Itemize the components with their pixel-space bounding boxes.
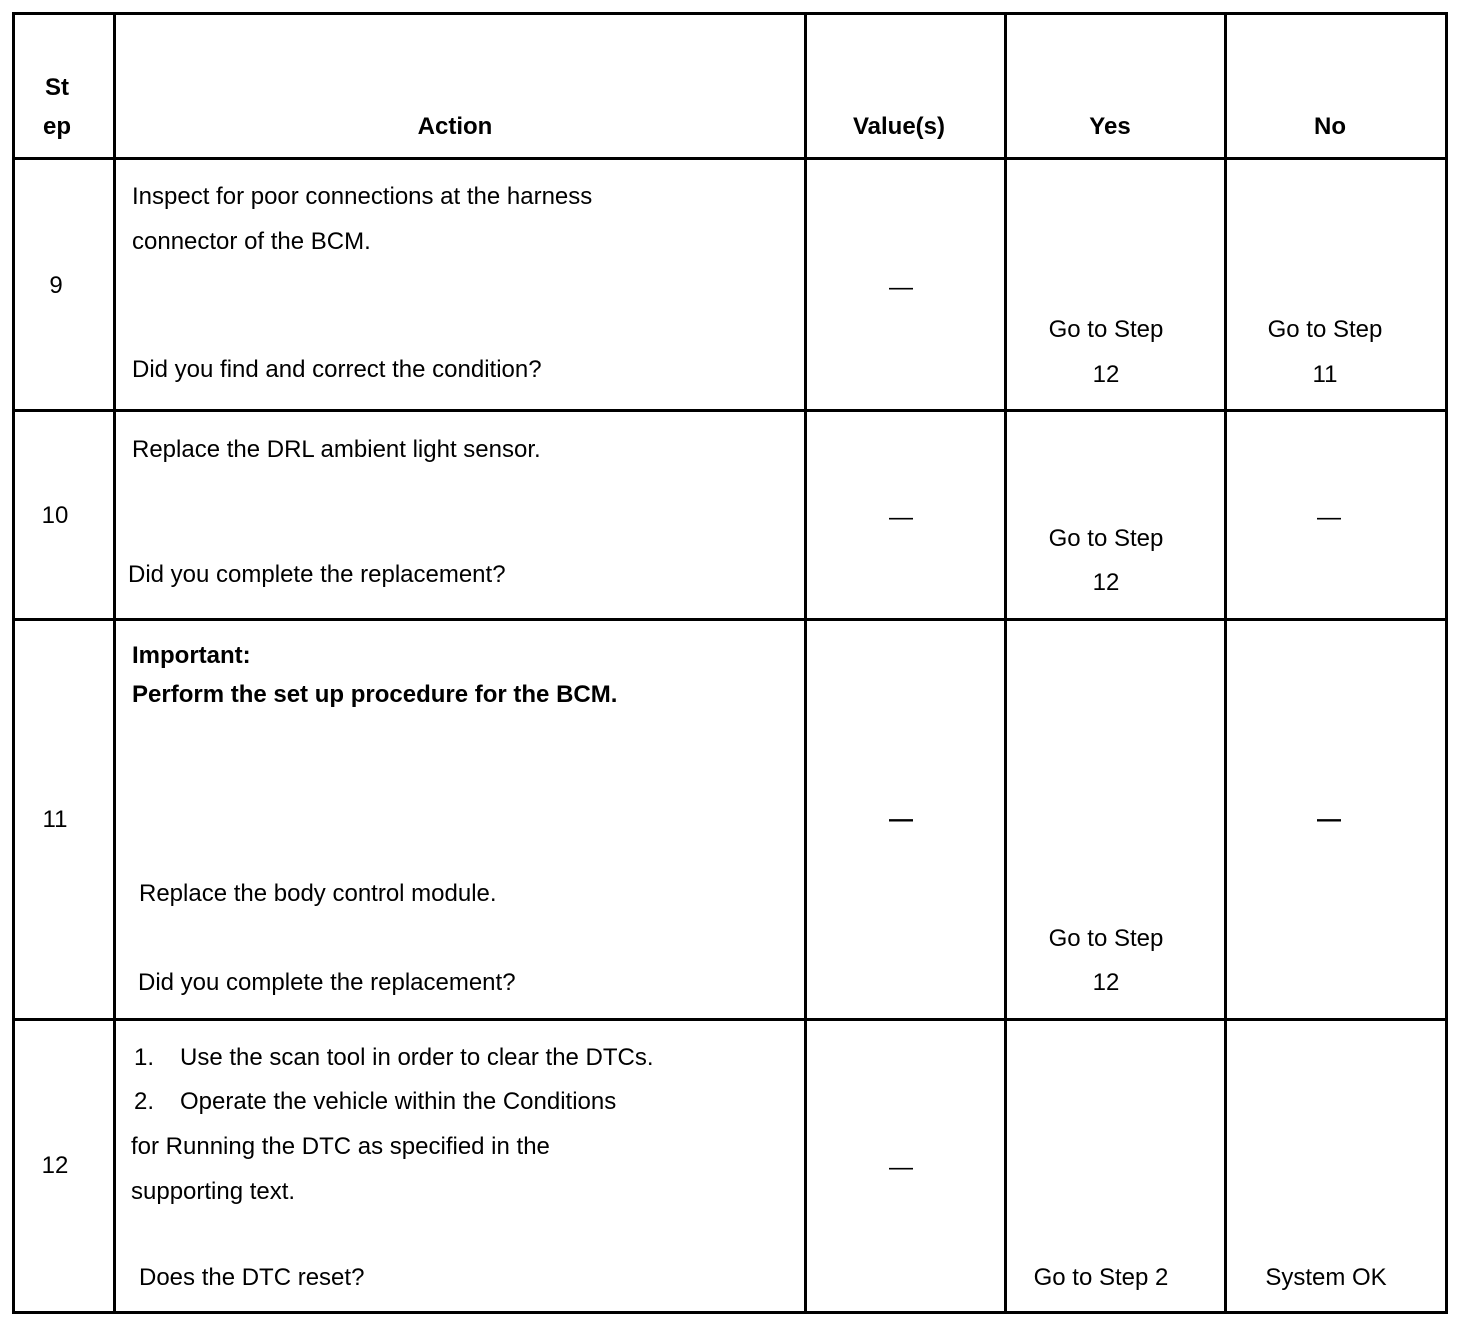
yes-result: Go to Step: [1048, 925, 1164, 952]
table-border-top: [12, 12, 1448, 15]
action-question: Did you complete the replacement?: [138, 969, 516, 996]
yes-result-step: 12: [1092, 361, 1120, 388]
row-divider: [12, 618, 1448, 621]
table-border-bottom: [12, 1311, 1448, 1314]
list-item-continuation: for Running the DTC as specified in the: [131, 1133, 550, 1160]
yes-result: Go to Step: [1048, 316, 1164, 343]
list-item-text: Use the scan tool in order to clear the DTCs.: [180, 1044, 654, 1071]
step-number: 12: [41, 1152, 69, 1179]
action-question: Did you complete the replacement?: [128, 561, 506, 588]
action-text: connector of the BCM.: [132, 228, 371, 255]
important-text: Perform the set up procedure for the BCM.: [132, 681, 618, 708]
step-number: 10: [41, 502, 69, 529]
yes-result-step: 12: [1092, 569, 1120, 596]
no-result-step: 11: [1312, 361, 1338, 388]
yes-result: Go to Step: [1048, 525, 1164, 552]
no-result: System OK: [1265, 1264, 1387, 1291]
value-dash: —: [889, 504, 913, 531]
action-text: Inspect for poor connections at the harness: [132, 183, 593, 210]
yes-result: Go to Step 2: [1033, 1264, 1169, 1291]
important-label: Important:: [132, 642, 251, 669]
column-divider: [1004, 12, 1007, 1314]
table-border-left: [12, 12, 15, 1314]
action-text: Replace the DRL ambient light sensor.: [132, 436, 541, 463]
header-values: Value(s): [852, 113, 946, 140]
no-dash: —: [1317, 806, 1341, 833]
column-divider: [1224, 12, 1227, 1314]
header-action: Action: [417, 113, 493, 140]
column-divider: [804, 12, 807, 1314]
row-divider: [12, 1018, 1448, 1021]
list-item-number: 1.: [134, 1044, 155, 1071]
no-result: Go to Step: [1267, 316, 1383, 343]
value-dash: —: [889, 274, 913, 301]
action-question: Does the DTC reset?: [139, 1264, 365, 1291]
column-divider: [113, 12, 116, 1314]
action-text: Replace the body control module.: [139, 880, 497, 907]
header-step-cont: ep: [42, 113, 72, 140]
value-dash: —: [889, 1154, 913, 1181]
step-number: 9: [49, 272, 63, 299]
list-item-continuation: supporting text.: [131, 1178, 296, 1205]
row-divider: [12, 409, 1448, 412]
header-step: St: [45, 74, 69, 101]
no-dash: —: [1317, 504, 1341, 531]
header-divider: [12, 157, 1448, 160]
value-dash: —: [889, 806, 913, 833]
action-question: Did you find and correct the condition?: [132, 356, 542, 383]
header-yes: Yes: [1089, 113, 1131, 140]
yes-result-step: 12: [1092, 969, 1120, 996]
table-border-right: [1445, 12, 1448, 1314]
header-no: No: [1314, 113, 1346, 140]
step-number: 11: [42, 806, 68, 833]
list-item-text: Operate the vehicle within the Conditions: [180, 1088, 617, 1115]
list-item-number: 2.: [134, 1088, 155, 1115]
